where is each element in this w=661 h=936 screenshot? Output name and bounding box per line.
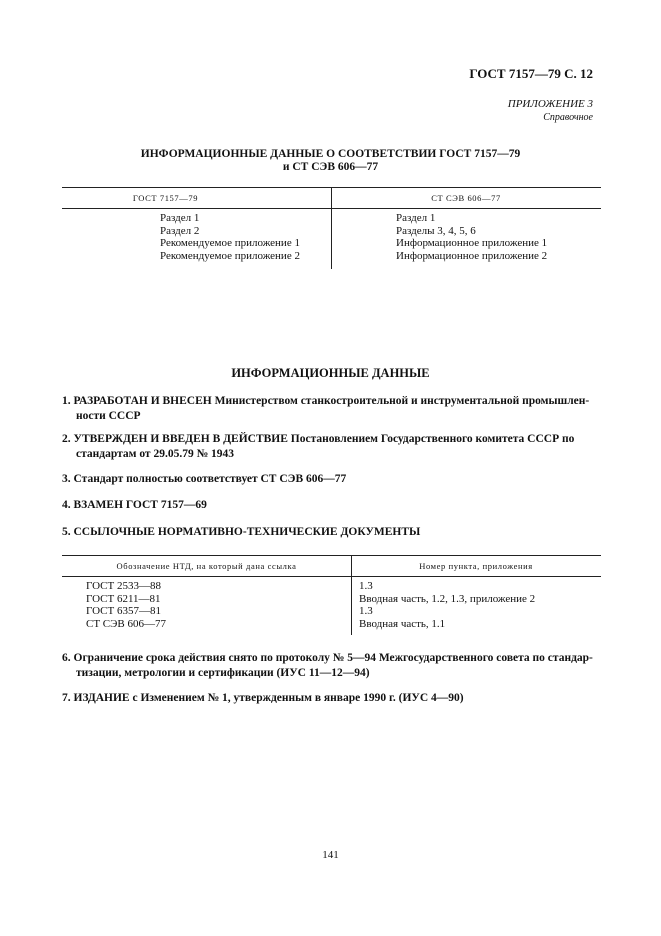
table-row: 1.3 <box>359 580 373 592</box>
ref-table-top-rule <box>62 555 601 556</box>
info-item-3: 3. Стандарт полностью соответствует СТ СЭВ 606—77 <box>62 473 347 485</box>
info-item-2-line2: стандартам от 29.05.79 № 1943 <box>76 448 235 460</box>
page-number: 141 <box>322 849 339 861</box>
table-row: Раздел 1 <box>396 212 436 224</box>
table-row: ГОСТ 6211—81 <box>86 592 161 605</box>
info-section-title: ИНФОРМАЦИОННЫЕ ДАННЫЕ <box>231 366 430 380</box>
correspondence-title <box>0 148 661 174</box>
appendix-label <box>508 98 593 124</box>
info-item-1-line2: ности СССР <box>76 410 141 422</box>
info-item-2-line1: 2. УТВЕРЖДЕН И ВВЕДЕН В ДЕЙСТВИЕ Постановлением Государственного комитета СССР по <box>62 433 575 445</box>
table-row: Рекомендуемое приложение 2 <box>160 249 300 262</box>
info-item-6-line1: 6. Ограничение срока действия снято по протоколу № 5—94 Межгосударственного совета по стандар- <box>62 652 593 664</box>
info-item-6 <box>62 651 602 681</box>
info-item-6-line2: тизации, метрологии и сертификации (ИУС 11—12—94) <box>76 667 370 679</box>
info-item-7: 7. ИЗДАНИЕ с Изменением № 1, утвержденным в январе 1990 г. (ИУС 4—90) <box>62 692 464 704</box>
info-item-2 <box>62 432 602 462</box>
info-item-1 <box>62 394 602 424</box>
table-row: Раздел 1 <box>160 212 200 224</box>
table-row: Информационное приложение 2 <box>396 249 548 262</box>
correspondence-title-line2: и СТ СЭВ 606—77 <box>282 161 379 173</box>
table-row: Рекомендуемое приложение 1 <box>160 237 300 249</box>
ref-column-header-clause: Номер пункта, приложения <box>419 561 533 571</box>
column-header-st-sev: СТ СЭВ 606—77 <box>431 193 501 203</box>
info-item-1-line1: 1. РАЗРАБОТАН И ВНЕСЕН Министерством станкостроительной и инструментальной промышлен- <box>62 395 590 407</box>
ref-column-clause <box>359 580 535 630</box>
correspondence-column-gost <box>160 212 300 262</box>
info-item-4: 4. ВЗАМЕН ГОСТ 7157—69 <box>62 499 207 511</box>
table-row: Раздел 2 <box>160 224 200 237</box>
table-row: 1.3 <box>359 605 373 617</box>
ref-table-header-rule <box>62 576 601 577</box>
document-code: ГОСТ 7157—79 С. 12 <box>469 66 593 81</box>
ref-column-header-ntd: Обозначение НТД, на который дана ссылка <box>116 561 297 571</box>
table-row: Вводная часть, 1.1 <box>359 617 446 630</box>
appendix-type: Справочное <box>543 112 593 123</box>
table-row: Разделы 3, 4, 5, 6 <box>396 224 476 237</box>
table-row: Вводная часть, 1.2, 1.3, приложение 2 <box>359 592 536 605</box>
table-row: ГОСТ 2533—88 <box>86 580 161 592</box>
table-row: ГОСТ 6357—81 <box>86 605 161 617</box>
correspondence-column-st-sev <box>396 212 547 262</box>
ref-column-ntd <box>86 580 166 630</box>
table-row: Информационное приложение 1 <box>396 237 548 249</box>
info-item-5: 5. ССЫЛОЧНЫЕ НОРМАТИВНО-ТЕХНИЧЕСКИЕ ДОКУМЕНТЫ <box>62 526 421 538</box>
appendix-number: ПРИЛОЖЕНИЕ 3 <box>507 98 593 110</box>
column-header-gost: ГОСТ 7157—79 <box>132 193 199 203</box>
table-row: СТ СЭВ 606—77 <box>86 617 166 630</box>
correspondence-title-line1: ИНФОРМАЦИОННЫЕ ДАННЫЕ О СООТВЕТСТВИИ ГОСТ 7157—79 <box>140 148 521 160</box>
